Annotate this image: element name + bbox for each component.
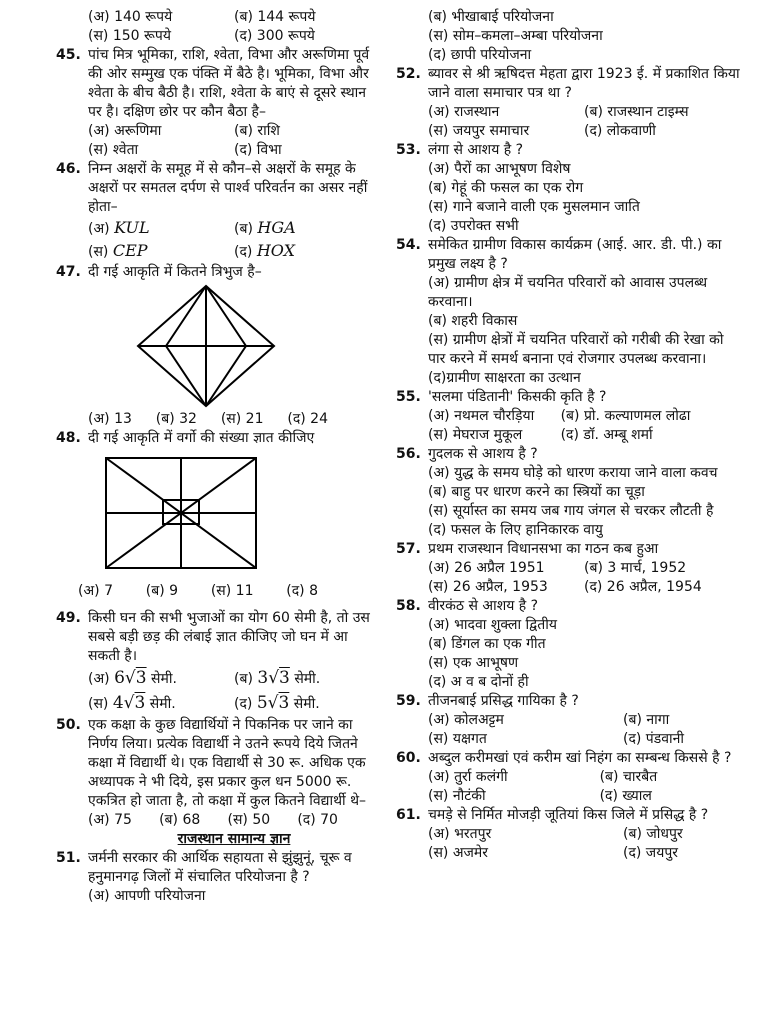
option[interactable]: (स) सोम–कमला–अम्बा परियोजना <box>428 28 603 44</box>
question-text: ब्यावर से श्री ऋषिदत्त मेहता द्वारा 1923 ई. में प्रकाशित किया जाने वाला समाचार पत्र था ? <box>428 66 740 101</box>
option[interactable]: (अ) भरतपुर <box>428 826 492 842</box>
question-text: अब्दुल करीमखां एवं करीम खां निहंग का सम्बन्ध किससे है ? <box>428 750 732 766</box>
option[interactable]: (स) 21 <box>220 411 264 427</box>
option[interactable]: (अ) तुर्रा कलंगी <box>428 769 508 785</box>
question-text: समेकित ग्रामीण विकास कार्यक्रम (आई. आर. डी. पी.) का प्रमुख लक्ष्य है ? <box>428 237 722 272</box>
question-47 <box>56 263 380 429</box>
question-number: 53. <box>396 142 421 158</box>
option[interactable]: (द)ग्रामीण साक्षरता का उत्थान <box>428 370 581 386</box>
question-48 <box>56 429 380 601</box>
option[interactable]: (स) सूर्यास्त का समय जब गाय जंगल से चरकर लौटती है <box>428 503 714 519</box>
question-text: 'सलमा पंडितानी' किसकी कृति है ? <box>428 389 607 405</box>
question-number: 46. <box>56 161 81 177</box>
question-text: एक कक्षा के कुछ विद्यार्थियों ने पिकनिक पर जाने का निर्णय लिया। प्रत्येक विद्यार्थी ने उतने रूपये दिये जितने कक्षा में विद्यार्थी थे। एक विद्यार्थी से 30 रू. अधिक एक अध्यापक ने भी दिये, इस प्रकार कुल धन 5000 रू. एकत्रित हो जाता है, तो कक्षा में कुल कितने विद्यार्थी थे– <box>88 717 367 809</box>
option[interactable]: (ब) डिंगल का एक गीत <box>428 636 546 652</box>
option[interactable]: (द) 26 अप्रैल, 1954 <box>584 579 702 595</box>
question-57 <box>396 540 740 597</box>
q44-options <box>88 8 380 46</box>
option[interactable]: (अ) युद्ध के समय घोड़े को धारण कराया जाने वाला कवच <box>428 465 718 481</box>
option[interactable]: (द) 300 रूपये <box>234 28 315 44</box>
question-number: 55. <box>396 389 421 405</box>
option[interactable]: (ब) भीखाबाई परियोजना <box>428 9 554 25</box>
question-text: वीरकंठ से आशय है ? <box>428 598 539 614</box>
question-text: जर्मनी सरकार की आर्थिक सहायता से झुंझुनूं, चूरू व हनुमानगढ़ जिलों में संचालित परियोजना है ? <box>88 850 352 885</box>
option[interactable]: (द) 24 <box>287 411 328 427</box>
option[interactable]: (अ) राजस्थान <box>428 104 500 120</box>
question-text: किसी घन की सभी भुजाओं का योग 60 सेमी है, तो उस सबसे बड़ी छड़ की लंबाई ज्ञात कीजिए जो घन में आ सकती है। <box>88 610 370 664</box>
option[interactable]: (ब) 144 रूपये <box>234 9 316 25</box>
option[interactable]: (ब) राजस्थान टाइम्स <box>584 104 689 120</box>
option[interactable]: (स) 50 <box>227 812 271 828</box>
option[interactable]: (अ) 75 <box>88 812 132 828</box>
option[interactable]: (ब) 9 <box>145 583 179 599</box>
question-46 <box>56 160 380 263</box>
question-60 <box>396 749 740 806</box>
question-number: 49. <box>56 610 81 626</box>
option[interactable]: (अ) 6√3 सेमी. <box>88 668 177 688</box>
option[interactable]: (स) ग्रामीण क्षेत्रों में चयनित परिवारों को गरीबी की रेखा को पार करने में समर्थ बनाना एवं रोजगार उपलब्ध करवाना। <box>428 332 724 367</box>
option[interactable]: (ब) HGA <box>234 218 296 237</box>
question-number: 51. <box>56 850 81 866</box>
option[interactable]: (स) अजमेर <box>428 845 489 861</box>
question-text: तीजनबाई प्रसिद्ध गायिका है ? <box>428 693 579 709</box>
option[interactable]: (स) 11 <box>210 583 254 599</box>
option[interactable]: (अ) नथमल चौरड़िया <box>428 408 535 424</box>
right-column <box>396 8 740 863</box>
question-text: दी गई आकृति में कितने त्रिभुज है– <box>88 264 262 280</box>
option[interactable]: (अ) पैरों का आभूषण विशेष <box>428 161 571 177</box>
question-51 <box>56 849 380 906</box>
option[interactable]: (स) मेघराज मुकूल <box>428 427 523 443</box>
option[interactable]: (ब) 3 मार्च, 1952 <box>584 560 687 576</box>
option[interactable]: (ब) 68 <box>159 812 201 828</box>
triangle-figure <box>88 282 380 410</box>
option[interactable]: (ब) नागा <box>623 712 670 728</box>
question-54 <box>396 236 740 388</box>
question-49 <box>56 609 380 716</box>
option[interactable]: (द) 8 <box>286 583 318 599</box>
option[interactable]: (ब) राशि <box>234 123 280 139</box>
option[interactable]: (द) फसल के लिए हानिकारक वायु <box>428 522 603 538</box>
option[interactable]: (अ) कोलअट्टम <box>428 712 504 728</box>
option[interactable]: (द) डॉ. अम्बू शर्मा <box>560 427 653 443</box>
question-number: 56. <box>396 446 421 462</box>
option[interactable]: (स) श्वेता <box>88 142 139 158</box>
option[interactable]: (द) जयपुर <box>623 845 678 861</box>
option[interactable]: (स) जयपुर समाचार <box>428 123 530 139</box>
option[interactable]: (स) CEP <box>88 241 148 260</box>
question-number: 60. <box>396 750 421 766</box>
question-number: 57. <box>396 541 421 557</box>
option[interactable]: (द) छापी परियोजना <box>428 47 532 63</box>
question-text: लंगा से आशय है ? <box>428 142 524 158</box>
option[interactable]: (ब) जोधपुर <box>623 826 683 842</box>
question-58 <box>396 597 740 692</box>
question-61 <box>396 806 740 863</box>
question-45 <box>56 46 380 160</box>
question-number: 45. <box>56 47 81 63</box>
question-number: 54. <box>396 237 421 253</box>
option[interactable]: (ब) 3√3 सेमी. <box>234 668 321 688</box>
question-text: पांच मित्र भूमिका, राशि, श्वेता, विभा और अरूणिमा पूर्व की ओर सम्मुख एक पंक्ति में बैठे है। भूमिका, विभा और श्वेता के बीच बैठी है। राशि, श्वेता के बाएं से दूसरे स्थान पर है। दक्षिण छोर पर कौन बैठा है– <box>88 47 370 120</box>
option[interactable]: (अ) 26 अप्रैल 1951 <box>428 560 545 576</box>
option[interactable]: (स) 26 अप्रैल, 1953 <box>428 579 548 595</box>
option[interactable]: (ब) शहरी विकास <box>428 313 518 329</box>
option[interactable]: (स) नौटंकी <box>428 788 486 804</box>
question-number: 59. <box>396 693 421 709</box>
option[interactable]: (अ) अरूणिमा <box>88 123 162 139</box>
question-number: 47. <box>56 264 81 280</box>
question-53 <box>396 141 740 236</box>
question-number: 50. <box>56 717 81 733</box>
option[interactable]: (स) 150 रूपये <box>88 28 171 44</box>
option[interactable]: (स) 4√3 सेमी. <box>88 693 176 713</box>
option[interactable]: (ब) चारबैत <box>599 769 658 785</box>
option[interactable]: (अ) भादवा शुक्ला द्वितीय <box>428 617 557 633</box>
option[interactable]: (अ) KUL <box>88 218 150 237</box>
option[interactable]: (द) ख्याल <box>599 788 652 804</box>
option[interactable]: (द) 70 <box>297 812 338 828</box>
question-number: 48. <box>56 430 81 446</box>
option[interactable]: (ब) प्रो. कल्याणमल लोढा <box>560 408 691 424</box>
left-column <box>56 8 380 906</box>
question-text: चमड़े से निर्मित मोजड़ी जूतियां किस जिले में प्रसिद्ध है ? <box>428 807 709 823</box>
option[interactable]: (द) HOX <box>234 241 295 260</box>
option[interactable]: (अ) 7 <box>78 583 113 599</box>
question-50 <box>56 716 380 830</box>
option[interactable]: (द) पंडवानी <box>623 731 685 747</box>
option[interactable]: (द) उपरोक्त सभी <box>428 218 519 234</box>
question-55 <box>396 388 740 445</box>
question-52 <box>396 65 740 141</box>
question-number: 58. <box>396 598 421 614</box>
option[interactable]: (द) लोकवाणी <box>584 123 656 139</box>
question-59 <box>396 692 740 749</box>
question-number: 52. <box>396 66 421 82</box>
option[interactable]: (स) यक्षगत <box>428 731 487 747</box>
option[interactable]: (द) अ व ब दोनों ही <box>428 674 529 690</box>
option[interactable]: (द) विभा <box>234 142 282 158</box>
option[interactable]: (अ) ग्रामीण क्षेत्र में चयनित परिवारों को आवास उपलब्ध करवाना। <box>428 275 708 310</box>
option[interactable]: (द) 5√3 सेमी. <box>234 693 320 713</box>
option[interactable]: (अ) 140 रूपये <box>88 9 173 25</box>
option[interactable]: (अ) 13 <box>88 411 132 427</box>
option[interactable]: (अ) आपणी परियोजना <box>88 888 206 904</box>
option[interactable]: (ब) गेहूं की फसल का एक रोग <box>428 180 584 196</box>
question-number: 61. <box>396 807 421 823</box>
question-text: दी गई आकृति में वर्गो की संख्या ज्ञात कीजिए <box>88 430 315 446</box>
question-text: प्रथम राजस्थान विधानसभा का गठन कब हुआ <box>428 541 659 557</box>
section-heading: राजस्थान सामान्य ज्ञान <box>177 831 291 847</box>
option[interactable]: (स) एक आभूषण <box>428 655 519 671</box>
option[interactable]: (ब) बाहु पर धारण करने का स्त्रियों का चूड़ा <box>428 484 645 500</box>
option[interactable]: (ब) 32 <box>155 411 197 427</box>
question-56 <box>396 445 740 540</box>
question-text: गुदलक से आशय है ? <box>428 446 538 462</box>
square-figure <box>88 448 380 578</box>
option[interactable]: (स) गाने बजाने वाली एक मुसलमान जाति <box>428 199 640 215</box>
question-text: निम्न अक्षरों के समूह में से कौन–से अक्षरों के समूह के अक्षरों पर समतल दर्पण से पार्श्व परिवर्तन का असर नहीं होता– <box>88 161 368 215</box>
